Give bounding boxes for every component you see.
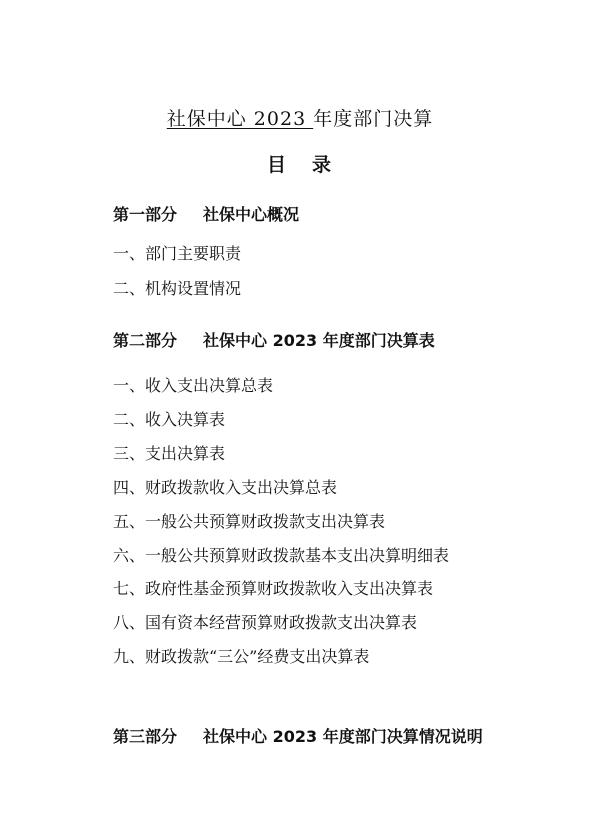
toc-heading-right: 录	[312, 154, 334, 176]
toc-item: 一、部门主要职责	[113, 244, 242, 263]
toc-item: 八、国有资本经营预算财政拨款支出决算表	[113, 613, 418, 632]
toc-heading	[0, 150, 600, 177]
toc-item: 二、机构设置情况	[113, 279, 242, 298]
part-label: 第二部分	[113, 331, 178, 350]
toc-item: 七、政府性基金预算财政拨款收入支出决算表	[113, 579, 434, 598]
part-heading-3	[113, 724, 483, 747]
toc-item: 五、一般公共预算财政拨款支出决算表	[113, 512, 386, 531]
part-heading-2	[113, 328, 435, 351]
part-label: 第三部分	[113, 727, 178, 746]
part-label: 第一部分	[113, 205, 178, 224]
part-title: 社保中心概况	[203, 205, 300, 224]
part-heading-1	[113, 202, 299, 225]
toc-heading-left: 目	[266, 154, 288, 176]
toc-item: 六、一般公共预算财政拨款基本支出决算明细表	[113, 546, 450, 565]
toc-item: 九、财政拨款“三公”经费支出决算表	[113, 647, 370, 666]
part-title: 社保中心 2023 年度部门决算情况说明	[203, 727, 483, 746]
toc-item: 四、财政拨款收入支出决算总表	[113, 478, 338, 497]
document-title	[0, 104, 600, 131]
document-title-underlined: 社保中心 2023	[166, 108, 314, 130]
part-title: 社保中心 2023 年度部门决算表	[203, 331, 435, 350]
toc-item: 三、支出决算表	[113, 444, 226, 463]
toc-item: 二、收入决算表	[113, 410, 226, 429]
toc-item: 一、收入支出决算总表	[113, 376, 274, 395]
document-title-rest: 年度部门决算	[313, 108, 434, 130]
